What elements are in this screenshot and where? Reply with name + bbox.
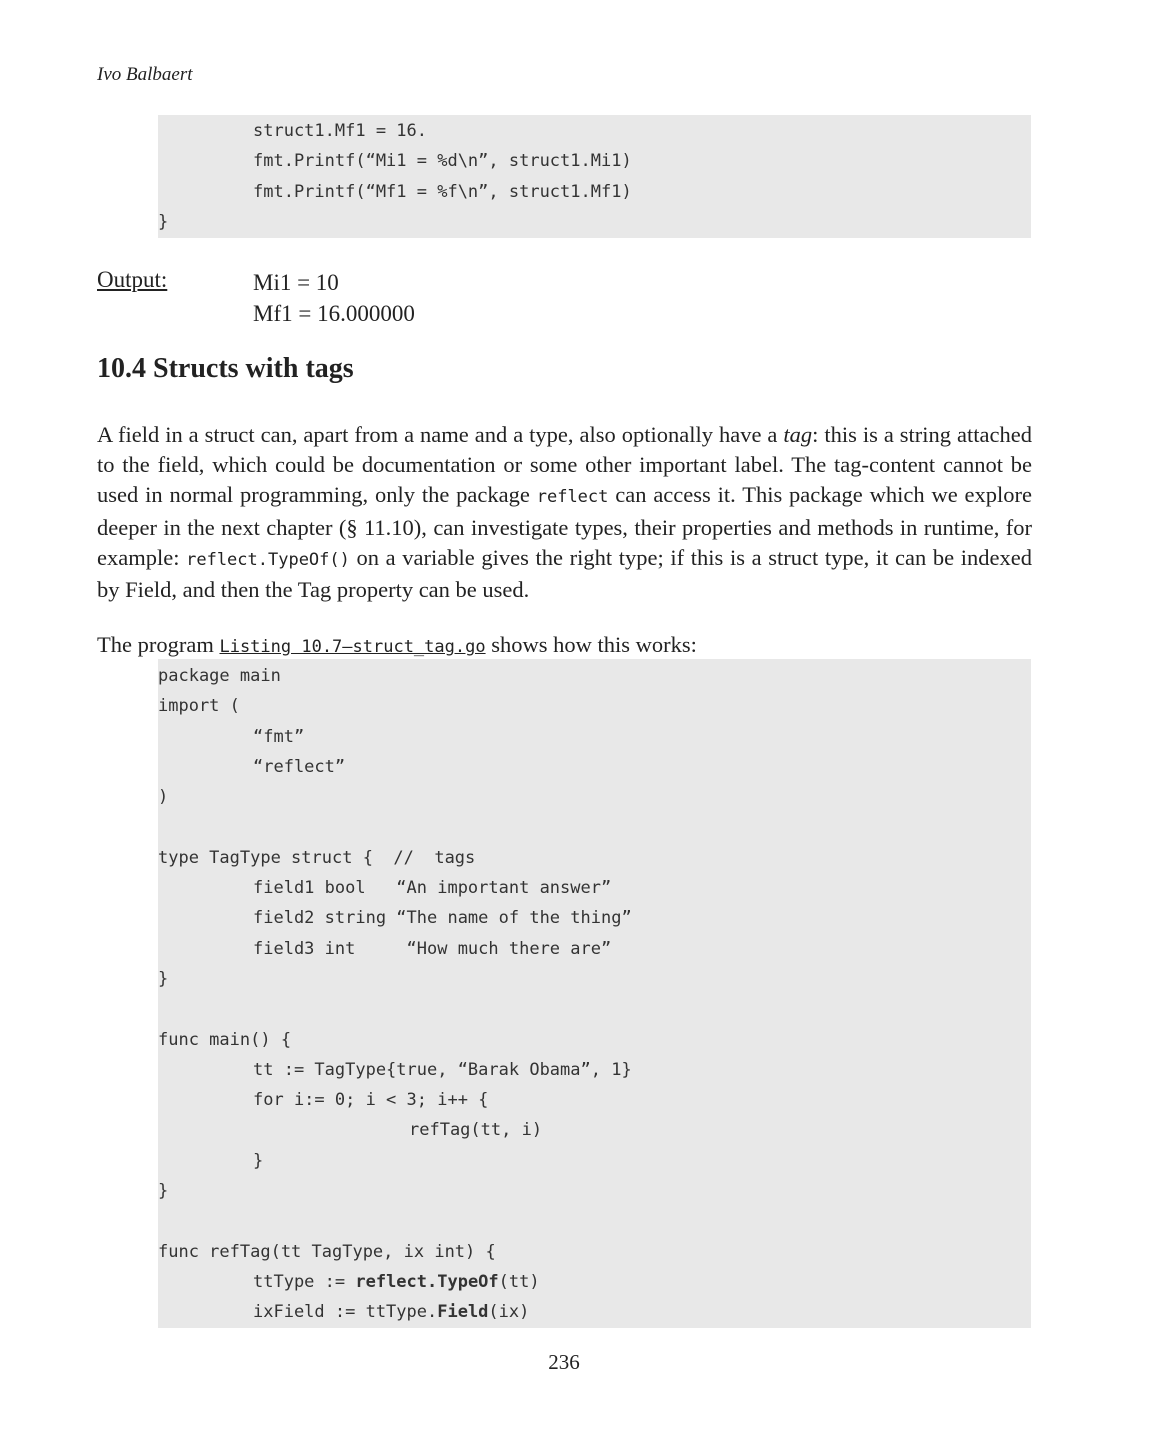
code-bold: reflect.TypeOf <box>355 1271 499 1292</box>
code-line <box>158 1267 1031 1297</box>
inline-code: reflect.TypeOf() <box>186 549 350 570</box>
text: on a variable gives the right type; if this is a struct type, it can be indexed by Field, and then the Tag property can be used. <box>97 544 1032 603</box>
code-line <box>158 1297 1031 1327</box>
code-line: ) <box>158 787 169 808</box>
output-label: Output: <box>97 267 168 292</box>
inline-code: reflect <box>536 487 609 508</box>
code-text: (tt) <box>498 1271 540 1292</box>
code-line: tt := TagType{true, “Barak Obama”, 1} <box>253 1059 632 1080</box>
code-line: refTag(tt, i) <box>409 1120 543 1141</box>
text: A field in a struct can, apart from a name and a type, also optionally have a <box>97 422 784 447</box>
code-line: fmt.Printf(“Mi1 = %d\n”, struct1.Mi1) <box>253 151 632 172</box>
code-line: for i:= 0; i < 3; i++ { <box>253 1090 489 1111</box>
code-line: field1 bool “An important answer” <box>253 878 612 899</box>
code-line: } <box>158 968 169 989</box>
code-line: } <box>253 1150 264 1171</box>
text: can access it. This package which we explore deeper in the next chapter (§ 11.10), can investigate types, their properties and methods in runtime, for example: <box>97 482 1032 570</box>
output-line: Mf1 = 16.000000 <box>253 301 415 326</box>
code-line: field2 string “The name of the thing” <box>253 908 632 929</box>
code-line: “reflect” <box>253 756 346 777</box>
body-paragraph <box>97 420 1032 605</box>
code-text: (ix) <box>488 1302 530 1323</box>
code-line: fmt.Printf(“Mf1 = %f\n”, struct1.Mf1) <box>253 181 632 202</box>
code-line: “fmt” <box>253 726 305 747</box>
code-line: } <box>158 1181 169 1202</box>
text: : this is a string attached to the field, which could be documentation or some other important label. The tag-content cannot be used in normal programming, only the package <box>97 422 1032 508</box>
code-line <box>158 1206 1031 1236</box>
code-text: ttType := <box>253 1271 356 1292</box>
code-line: struct1.Mf1 = 16. <box>253 121 427 141</box>
code-line: func refTag(tt TagType, ix int) { <box>158 1241 496 1262</box>
listing-intro-paragraph <box>97 630 1032 662</box>
code-line <box>158 994 1031 1024</box>
code-line: } <box>158 211 169 232</box>
code-block-listing <box>158 659 1031 1328</box>
text: The program <box>97 632 220 657</box>
output-values <box>253 267 415 329</box>
text: shows how this works: <box>485 632 697 657</box>
code-line: package main <box>158 666 281 686</box>
output-line: Mi1 = 10 <box>253 270 339 295</box>
code-line: field3 int “How much there are” <box>253 938 612 959</box>
italic-term: tag <box>783 422 813 447</box>
running-header-author: Ivo Balbaert <box>97 64 193 85</box>
code-bold: Field <box>437 1302 489 1323</box>
page-number: 236 <box>548 1350 580 1374</box>
listing-link[interactable]: Listing 10.7—struct_tag.go <box>219 637 486 657</box>
code-line <box>158 812 1031 842</box>
code-line: import ( <box>158 696 240 717</box>
code-line: type TagType struct { // tags <box>158 847 476 868</box>
code-line: func main() { <box>158 1029 292 1050</box>
code-text: ixField := ttType. <box>253 1302 438 1323</box>
section-heading: 10.4 Structs with tags <box>97 353 354 384</box>
code-block-1 <box>158 115 1031 238</box>
